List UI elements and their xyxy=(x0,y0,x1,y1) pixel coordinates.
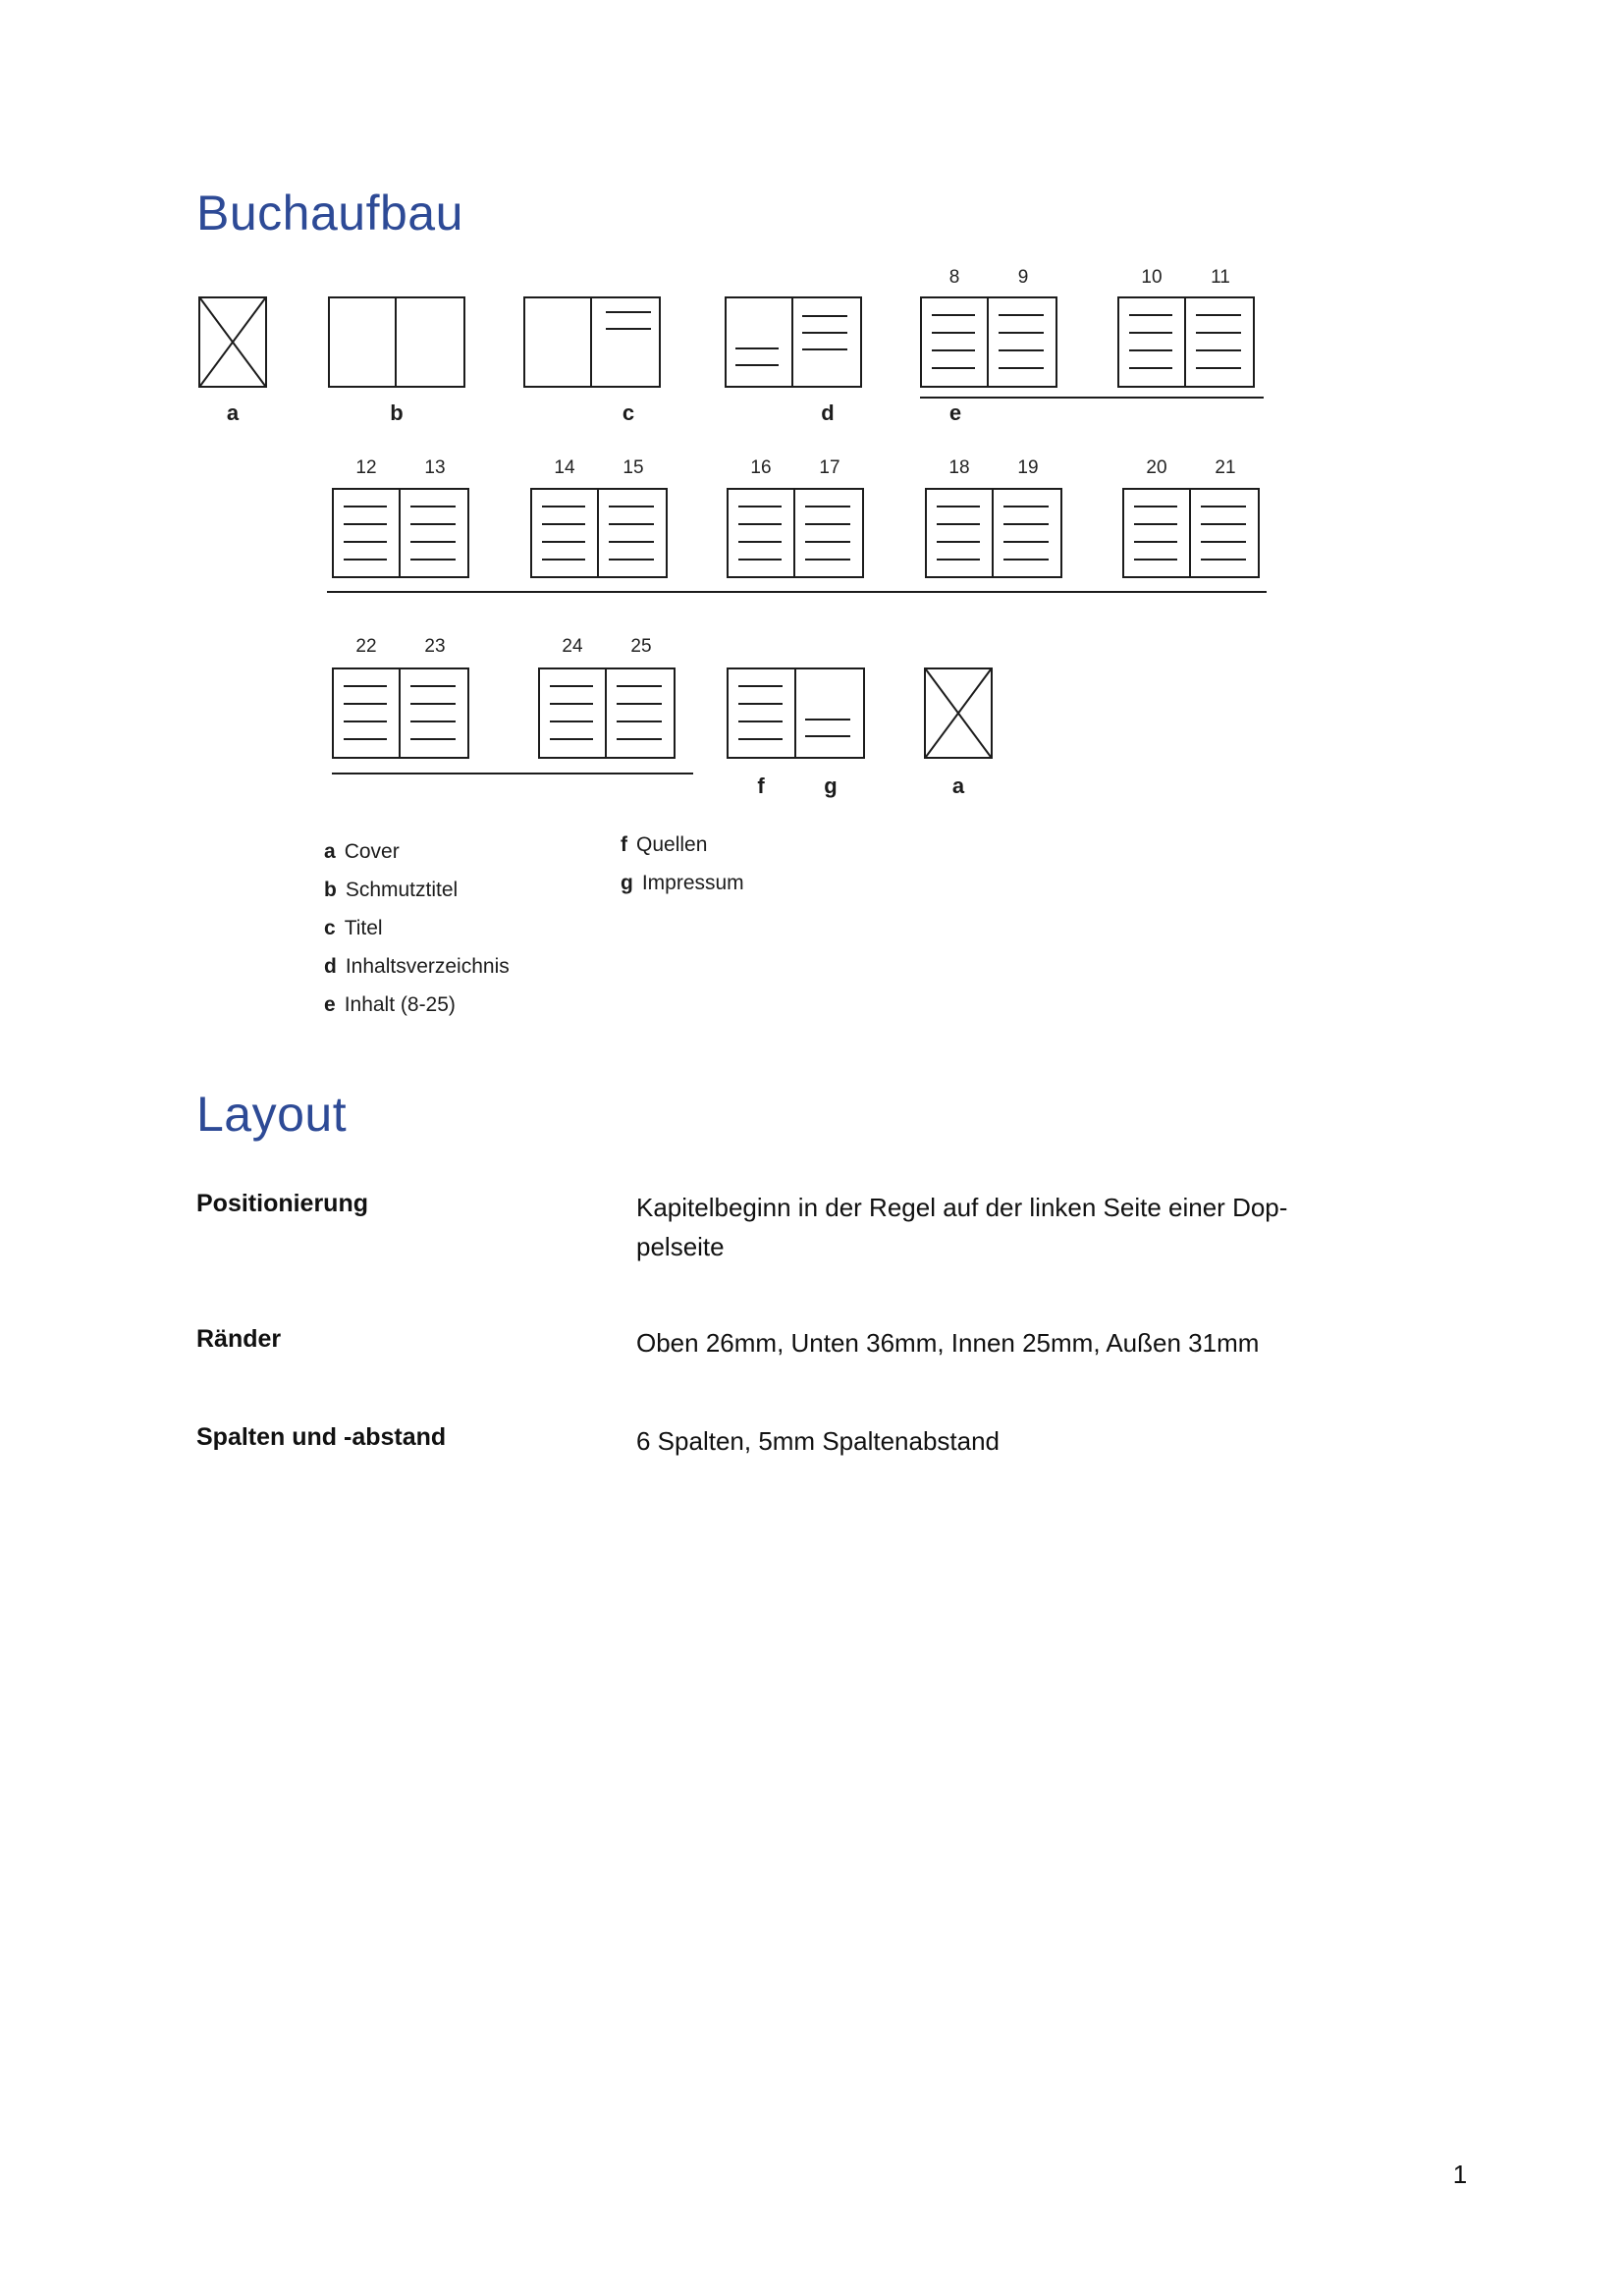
legend-key: a xyxy=(324,840,336,863)
text-line xyxy=(738,506,782,507)
text-line xyxy=(410,685,456,687)
right-page xyxy=(1191,490,1258,576)
text-line xyxy=(738,703,783,705)
legend-key: d xyxy=(324,955,337,978)
right-page xyxy=(592,298,659,386)
left-page xyxy=(525,298,592,386)
section-underline xyxy=(332,773,693,774)
right-page xyxy=(401,490,467,576)
page-spread xyxy=(1117,296,1255,388)
right-page xyxy=(793,298,860,386)
footer-page-number: 1 xyxy=(1452,2160,1468,2189)
page-spread xyxy=(1122,488,1260,578)
page-number-label: 22 xyxy=(355,636,377,657)
text-line xyxy=(410,721,456,722)
text-line xyxy=(542,541,585,543)
page-number-label: 9 xyxy=(1017,267,1029,288)
section-heading-layout: Layout xyxy=(196,1087,348,1142)
text-line xyxy=(1201,541,1246,543)
page-number-label: 10 xyxy=(1141,267,1163,288)
page-spread xyxy=(538,667,676,759)
text-line xyxy=(344,685,387,687)
text-line xyxy=(738,721,783,722)
left-page xyxy=(540,669,607,757)
page-number-label: 19 xyxy=(1017,457,1039,478)
text-line xyxy=(617,738,662,740)
right-page xyxy=(401,669,467,757)
spec-value: 6 Spalten, 5mm Spaltenabstand xyxy=(636,1426,1001,1456)
text-line xyxy=(1134,523,1177,525)
text-line xyxy=(1129,332,1172,334)
right-page xyxy=(796,669,864,757)
text-line xyxy=(1003,506,1049,507)
legend-label: Impressum xyxy=(641,872,744,894)
spread-label-a: a xyxy=(951,774,965,798)
legend-column xyxy=(621,833,744,910)
text-line xyxy=(542,523,585,525)
text-line xyxy=(735,364,779,366)
spec-value: Oben 26mm, Unten 36mm, Innen 25mm, Außen 31mm xyxy=(636,1328,1260,1358)
text-line xyxy=(410,559,456,561)
page-number-label: 21 xyxy=(1215,457,1236,478)
spec-label: Positionierung xyxy=(196,1190,368,1217)
page-spread xyxy=(725,296,862,388)
text-line xyxy=(1003,541,1049,543)
legend-key: f xyxy=(621,833,627,856)
text-line xyxy=(1196,349,1241,351)
text-line xyxy=(344,506,387,507)
text-line xyxy=(805,523,850,525)
text-line xyxy=(542,506,585,507)
legend-label: Titel xyxy=(344,917,383,939)
text-line xyxy=(937,506,980,507)
text-line xyxy=(344,703,387,705)
page-number-label: 11 xyxy=(1211,267,1230,288)
legend-key: e xyxy=(324,993,336,1016)
text-line xyxy=(1196,367,1241,369)
text-line xyxy=(1196,332,1241,334)
text-line xyxy=(344,559,387,561)
text-line xyxy=(999,314,1044,316)
page-spread xyxy=(523,296,661,388)
legend-entry xyxy=(324,993,510,1017)
section-underline xyxy=(920,397,1264,399)
text-line xyxy=(932,332,975,334)
legend-label: Quellen xyxy=(636,833,708,856)
page-spread xyxy=(925,488,1062,578)
left-page xyxy=(1124,490,1191,576)
legend-entry xyxy=(621,833,744,857)
text-line xyxy=(805,541,850,543)
legend-entry xyxy=(324,917,510,940)
page-number-label: 24 xyxy=(562,636,583,657)
page-spread xyxy=(530,488,668,578)
spread-label-g: g xyxy=(824,774,838,798)
text-line xyxy=(802,315,847,317)
book-structure-diagram xyxy=(0,0,1624,1080)
page-number-label: 15 xyxy=(623,457,644,478)
text-line xyxy=(932,367,975,369)
spread-label-e: e xyxy=(948,400,962,425)
cross-icon xyxy=(924,667,993,759)
legend-key: b xyxy=(324,879,337,901)
left-page xyxy=(922,298,989,386)
text-line xyxy=(1129,314,1172,316)
spread-label-b: b xyxy=(390,400,404,425)
legend-key: g xyxy=(621,872,633,894)
text-line xyxy=(1201,559,1246,561)
text-line xyxy=(606,328,651,330)
text-line xyxy=(805,559,850,561)
page-spread xyxy=(328,296,465,388)
spread-label-c: c xyxy=(622,400,635,425)
page-number-label: 13 xyxy=(424,457,446,478)
spec-value: Kapitelbeginn in der Regel auf der linken Seite einer Dop- pelseite xyxy=(636,1193,1288,1261)
right-page xyxy=(397,298,463,386)
text-line xyxy=(606,311,651,313)
left-page xyxy=(334,669,401,757)
text-line xyxy=(1196,314,1241,316)
text-line xyxy=(805,735,851,737)
page-number-label: 23 xyxy=(424,636,446,657)
spread-label-d: d xyxy=(821,400,835,425)
crossed-page xyxy=(924,667,993,759)
page-spread xyxy=(332,488,469,578)
text-line xyxy=(1134,506,1177,507)
spread-label-a: a xyxy=(226,400,240,425)
text-line xyxy=(932,314,975,316)
left-page xyxy=(927,490,994,576)
text-line xyxy=(1201,506,1246,507)
legend-entry xyxy=(324,955,510,979)
text-line xyxy=(344,523,387,525)
text-line xyxy=(344,738,387,740)
spec-label: Spalten und -abstand xyxy=(196,1423,447,1451)
right-page xyxy=(989,298,1056,386)
text-line xyxy=(617,703,662,705)
left-page xyxy=(1119,298,1186,386)
text-line xyxy=(738,523,782,525)
text-line xyxy=(609,559,654,561)
page-spread xyxy=(727,667,865,759)
text-line xyxy=(542,559,585,561)
text-line xyxy=(999,367,1044,369)
text-line xyxy=(937,559,980,561)
legend-label: Schmutztitel xyxy=(345,879,459,901)
text-line xyxy=(1003,559,1049,561)
page-number-label: 16 xyxy=(750,457,772,478)
text-line xyxy=(410,541,456,543)
left-page xyxy=(532,490,599,576)
text-line xyxy=(1134,559,1177,561)
text-line xyxy=(550,685,593,687)
left-page xyxy=(727,298,793,386)
right-page xyxy=(1186,298,1253,386)
spec-label: Ränder xyxy=(196,1325,282,1353)
text-line xyxy=(937,523,980,525)
legend-entry xyxy=(324,840,510,864)
text-line xyxy=(738,541,782,543)
page-spread xyxy=(727,488,864,578)
right-page xyxy=(795,490,862,576)
page-spread xyxy=(332,667,469,759)
page-spread xyxy=(920,296,1057,388)
spread-label-f: f xyxy=(757,774,765,798)
text-line xyxy=(609,541,654,543)
page-number-label: 18 xyxy=(948,457,970,478)
cross-icon xyxy=(198,296,267,388)
text-line xyxy=(802,332,847,334)
text-line xyxy=(344,541,387,543)
text-line xyxy=(1134,541,1177,543)
text-line xyxy=(1003,523,1049,525)
text-line xyxy=(999,349,1044,351)
text-line xyxy=(410,506,456,507)
text-line xyxy=(932,349,975,351)
text-line xyxy=(550,738,593,740)
right-page xyxy=(994,490,1060,576)
text-line xyxy=(999,332,1044,334)
page-number-label: 20 xyxy=(1146,457,1167,478)
left-page xyxy=(334,490,401,576)
text-line xyxy=(344,721,387,722)
text-line xyxy=(802,348,847,350)
text-line xyxy=(738,738,783,740)
text-line xyxy=(617,685,662,687)
text-line xyxy=(550,721,593,722)
page-number-label: 25 xyxy=(630,636,652,657)
text-line xyxy=(1129,367,1172,369)
text-line xyxy=(609,523,654,525)
legend-column xyxy=(324,840,510,1032)
crossed-page xyxy=(198,296,267,388)
right-page xyxy=(607,669,674,757)
text-line xyxy=(609,506,654,507)
left-page xyxy=(729,490,795,576)
text-line xyxy=(550,703,593,705)
left-page xyxy=(729,669,796,757)
legend-label: Cover xyxy=(344,840,400,863)
legend-label: Inhalt (8-25) xyxy=(344,993,456,1016)
text-line xyxy=(1201,523,1246,525)
page-number-label: 12 xyxy=(355,457,377,478)
page-number-label: 8 xyxy=(948,267,960,288)
right-page xyxy=(599,490,666,576)
text-line xyxy=(735,347,779,349)
page-number-label: 17 xyxy=(819,457,840,478)
text-line xyxy=(738,685,783,687)
page-title: Buchaufbau xyxy=(196,186,463,240)
left-page xyxy=(330,298,397,386)
page-number-label: 14 xyxy=(554,457,575,478)
text-line xyxy=(410,703,456,705)
text-line xyxy=(805,719,851,721)
text-line xyxy=(1129,349,1172,351)
section-underline xyxy=(327,591,1267,593)
legend-entry xyxy=(324,879,510,902)
legend-label: Inhaltsverzeichnis xyxy=(345,955,510,978)
text-line xyxy=(738,559,782,561)
text-line xyxy=(617,721,662,722)
text-line xyxy=(937,541,980,543)
legend-entry xyxy=(621,872,744,895)
text-line xyxy=(805,506,850,507)
legend-key: c xyxy=(324,917,336,939)
text-line xyxy=(410,738,456,740)
text-line xyxy=(410,523,456,525)
